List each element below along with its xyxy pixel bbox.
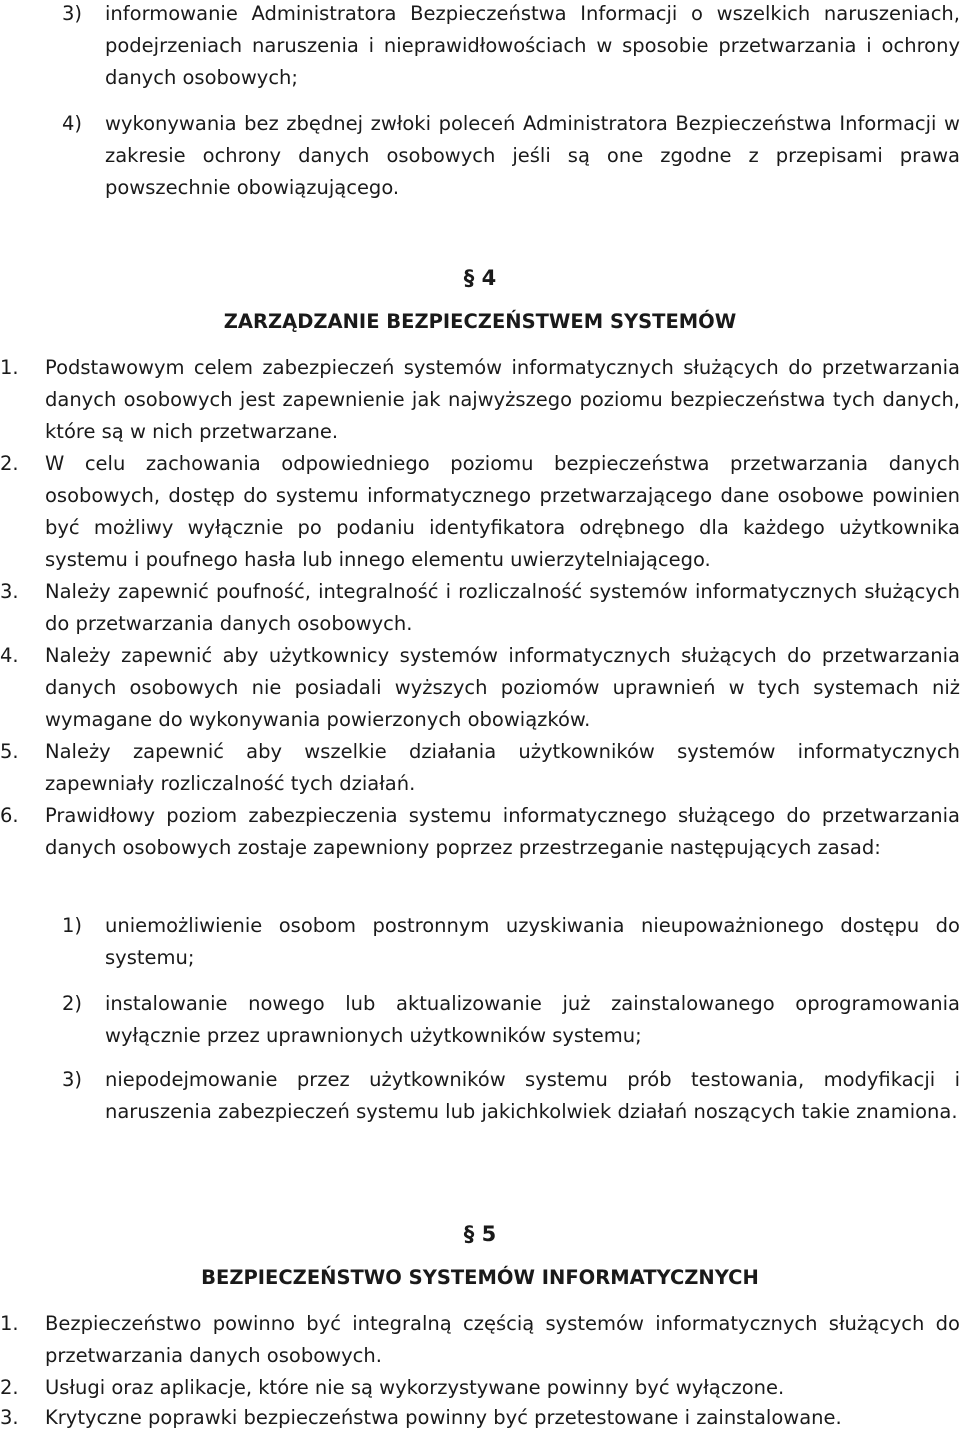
rule-text: niepodejmowanie przez użytkowników systemu prób testowania, modyfikacji i naruszenia zabezpieczeń systemu lub jakichkolwiek działań noszących takie znamiona. bbox=[105, 1068, 960, 1123]
paragraph-number: 3. bbox=[0, 1406, 19, 1429]
section-5-paragraph-1 bbox=[0, 1308, 960, 1372]
section-4-paragraph-1 bbox=[0, 352, 960, 448]
paragraph-text: Prawidłowy poziom zabezpieczenia systemu informatycznego służącego do przetwarzania danych osobowych zostaje zapewniony poprzez przestrzeganie następujących zasad: bbox=[45, 804, 960, 859]
section-4-paragraph-5 bbox=[0, 736, 960, 800]
section-5-paragraph-2 bbox=[0, 1372, 960, 1404]
rule-text: uniemożliwienie osobom postronnym uzyskiwania nieupoważnionego dostępu do systemu; bbox=[105, 914, 960, 969]
rule-2 bbox=[0, 988, 960, 1052]
rule-number: 3) bbox=[62, 1068, 83, 1091]
section-4-paragraph-6 bbox=[0, 800, 960, 864]
section-4-paragraph-4 bbox=[0, 640, 960, 736]
rule-1 bbox=[0, 910, 960, 974]
top-item-4-number: 4) bbox=[62, 112, 83, 135]
paragraph-number: 6. bbox=[0, 804, 19, 827]
paragraph-text: Krytyczne poprawki bezpieczeństwa powinny być przetestowane i zainstalowane. bbox=[45, 1406, 842, 1429]
top-item-3 bbox=[0, 0, 960, 94]
rule-number: 2) bbox=[62, 992, 83, 1015]
section-5-title: BEZPIECZEŃSTWO SYSTEMÓW INFORMATYCZNYCH bbox=[201, 1266, 759, 1289]
section-4-title: ZARZĄDZANIE BEZPIECZEŃSTWEM SYSTEMÓW bbox=[223, 310, 737, 333]
top-item-3-number: 3) bbox=[62, 2, 83, 25]
top-item-3-text: informowanie Administratora Bezpieczeństwa Informacji o wszelkich naruszeniach, podejrzeniach naruszenia i nieprawidłowościach w sposobie przetwarzania i ochrony danych osobowych; bbox=[105, 2, 960, 89]
rule-text: instalowanie nowego lub aktualizowanie już zainstalowanego oprogramowania wyłącznie przez uprawnionych użytkowników systemu; bbox=[105, 992, 960, 1047]
paragraph-number: 5. bbox=[0, 740, 19, 763]
paragraph-text: Podstawowym celem zabezpieczeń systemów informatycznych służących do przetwarzania danych osobowych jest zapewnienie jak najwyższego poziomu bezpieczeństwa tych danych, które są w nich przetwarzane. bbox=[45, 356, 960, 443]
section-4-sign: § 4 bbox=[463, 266, 497, 290]
section-5-paragraph-3 bbox=[0, 1402, 960, 1434]
paragraph-number: 4. bbox=[0, 644, 19, 667]
section-4-paragraph-2 bbox=[0, 448, 960, 576]
paragraph-number: 2. bbox=[0, 1376, 19, 1399]
paragraph-number: 3. bbox=[0, 580, 19, 603]
paragraph-text: Usługi oraz aplikacje, które nie są wykorzystywane powinny być wyłączone. bbox=[45, 1376, 785, 1399]
paragraph-text: Należy zapewnić aby wszelkie działania użytkowników systemów informatycznych zapewniały rozliczalność tych działań. bbox=[45, 740, 960, 795]
rule-number: 1) bbox=[62, 914, 83, 937]
rule-3 bbox=[0, 1064, 960, 1128]
top-item-4 bbox=[0, 108, 960, 204]
paragraph-text: Bezpieczeństwo powinno być integralną częścią systemów informatycznych służących do przetwarzania danych osobowych. bbox=[45, 1312, 960, 1367]
paragraph-number: 1. bbox=[0, 1312, 19, 1335]
section-4-paragraph-3 bbox=[0, 576, 960, 640]
section-5-sign: § 5 bbox=[463, 1222, 497, 1246]
paragraph-number: 1. bbox=[0, 356, 19, 379]
paragraph-text: Należy zapewnić poufność, integralność i rozliczalność systemów informatycznych służących do przetwarzania danych osobowych. bbox=[45, 580, 960, 635]
paragraph-text: W celu zachowania odpowiedniego poziomu bezpieczeństwa przetwarzania danych osobowych, dostęp do systemu informatycznego przetwarzającego dane osobowe powinien być możliwy wyłącznie po podaniu identyfikatora odrębnego dla każdego użytkownika systemu i poufnego hasła lub innego elementu uwierzytelniającego. bbox=[45, 452, 960, 571]
paragraph-number: 2. bbox=[0, 452, 19, 475]
top-item-4-text: wykonywania bez zbędnej zwłoki poleceń Administratora Bezpieczeństwa Informacji w zakresie ochrony danych osobowych jeśli są one zgodne z przepisami prawa powszechnie obowiązującego. bbox=[105, 112, 960, 199]
paragraph-text: Należy zapewnić aby użytkownicy systemów informatycznych służących do przetwarzania danych osobowych nie posiadali wyższych poziomów uprawnień w tych systemach niż wymagane do wykonywania powierzonych obowiązków. bbox=[45, 644, 960, 731]
